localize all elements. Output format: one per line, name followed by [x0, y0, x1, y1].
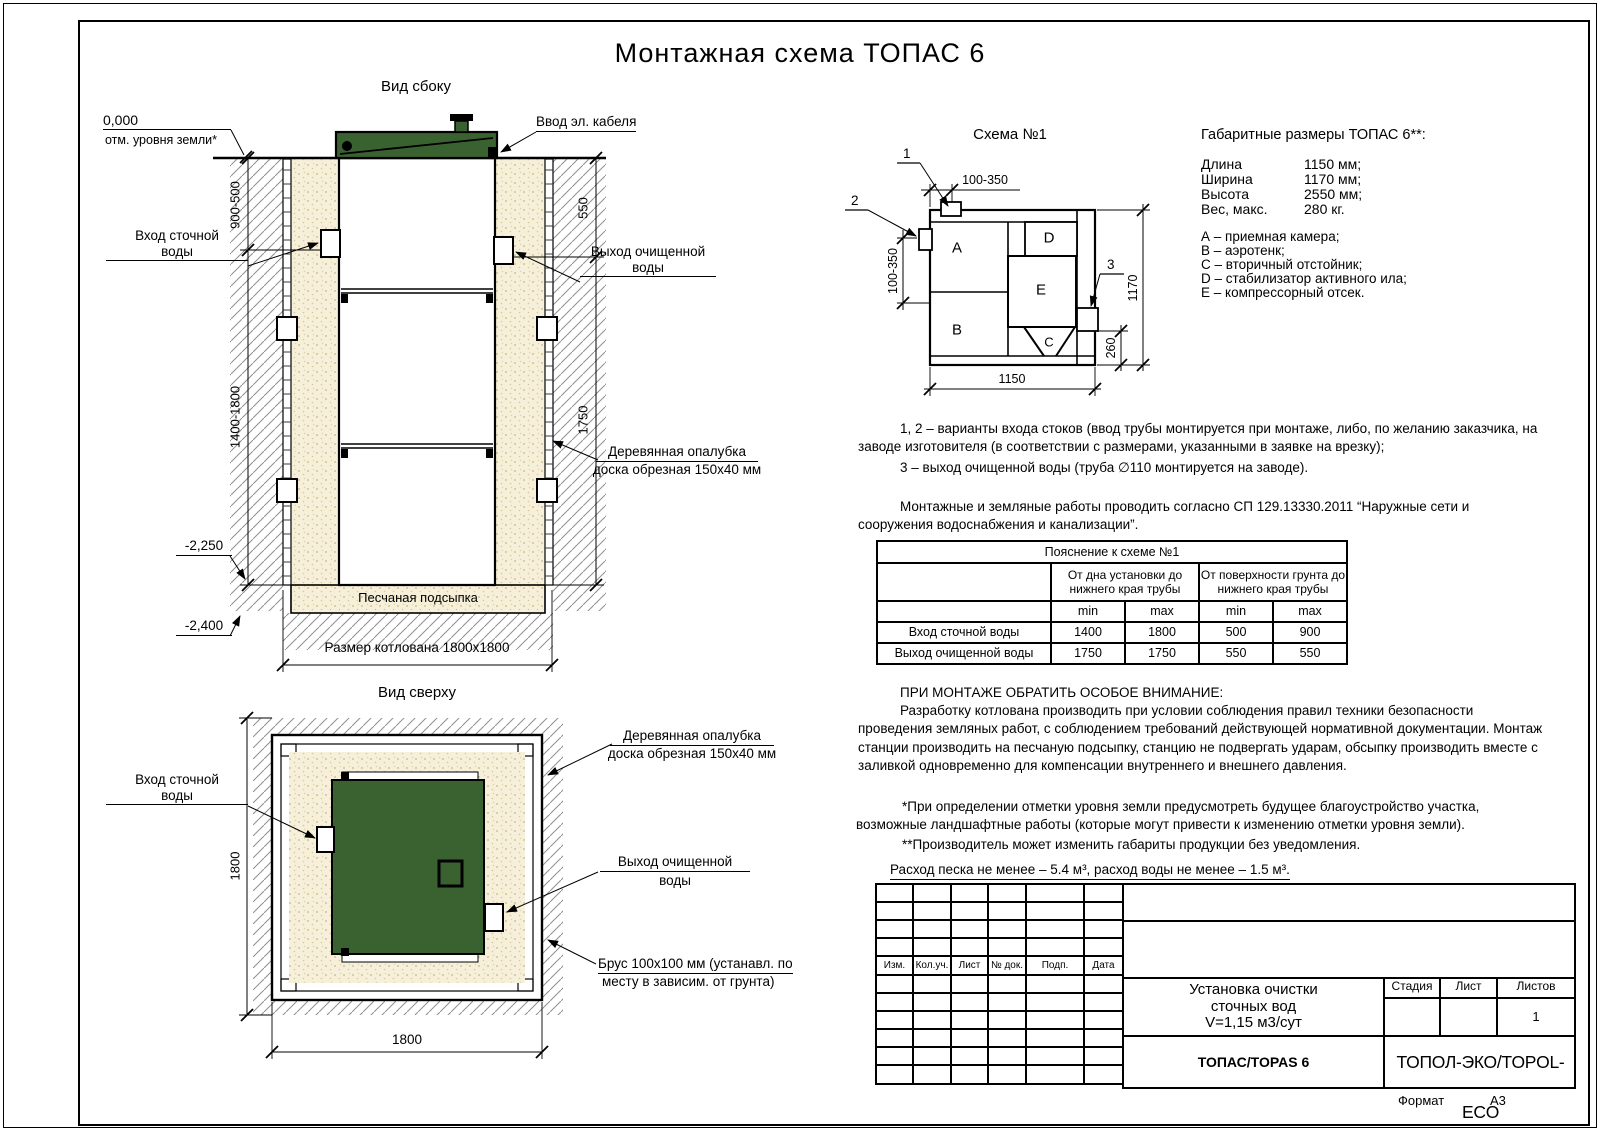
tv-dim-1800-left: 1800 [227, 851, 243, 881]
side-view-linework [213, 114, 606, 672]
sand-bedding-label: Песчаная подсыпка [358, 590, 478, 605]
ground-level-note: отм. уровня земли* [105, 133, 218, 147]
comp-e-label: E [1035, 281, 1047, 299]
table-cell: 550 [1273, 643, 1347, 664]
outlet-label [580, 244, 716, 277]
table-cell: 1750 [1051, 643, 1125, 664]
tb-empty-row [1124, 922, 1574, 979]
level-2250-label: -2,250 [176, 538, 232, 556]
rev-header: Дата [1084, 956, 1123, 975]
rev-header: Подп. [1026, 956, 1084, 975]
tb-sheets-header: Листов [1498, 979, 1574, 999]
tv-inlet-line2: воды [161, 787, 193, 803]
format-label: Формат [1398, 1093, 1445, 1108]
comp-d-label: D [1043, 229, 1055, 247]
level-2400-label: -2,400 [176, 618, 232, 636]
note-inlet-variants: 1, 2 – варианты входа стоков (ввод трубы монтируется при монтаже, либо, по желанию заказчика, на заводе изготовителя (в соответствии с размерами, указанными в заявке на врезку); [858, 421, 1538, 455]
tv-inlet-line1: Вход сточной [135, 772, 219, 787]
table-cell: 1800 [1125, 622, 1199, 643]
schema-dim-outlet: 260 [1103, 337, 1118, 359]
tb-name-line3: V=1,15 м3/сут [1205, 1014, 1302, 1032]
tb-name-line2: сточных вод [1210, 997, 1297, 1015]
tb-sheet-header: Лист [1441, 979, 1498, 999]
format-value: А3 [1490, 1093, 1506, 1108]
schema-dim-right: 1170 [1125, 274, 1140, 302]
table-max-header: max [1125, 601, 1199, 622]
inlet-label-line2: воды [161, 243, 193, 259]
tv-outlet-line1: Выход очищенной [600, 854, 750, 872]
tv-dim-1800-bottom: 1800 [391, 1032, 423, 1047]
spec-label: Вес, макс. [1201, 201, 1268, 217]
tb-stage-header: Стадия [1385, 979, 1441, 999]
attention-heading: ПРИ МОНТАЖЕ ОБРАТИТЬ ОСОБОЕ ВНИМАНИЕ: [900, 685, 1224, 700]
table-empty-cell [877, 601, 1051, 622]
schema-dim-bottom: 1150 [998, 372, 1026, 386]
dim-1400-1800: 1400-1800 [227, 385, 243, 449]
tb-project-name [1124, 979, 1385, 1037]
table-row-label: Выход очищенной воды [877, 643, 1051, 664]
tb-doc-number-row [1124, 885, 1574, 922]
table-max-header: max [1273, 601, 1347, 622]
tv-formwork-line1: Деревянная опалубка [610, 728, 774, 746]
comp-b-label: B [951, 321, 963, 339]
dim-1750: 1750 [575, 405, 591, 435]
spec-label: Ширина [1201, 171, 1253, 187]
spec-value: 1170 мм; [1304, 171, 1362, 187]
schema-dim-top: 100-350 [962, 173, 1008, 187]
formwork-label-line1: Деревянная опалубка [596, 444, 758, 462]
note-sp-standard: Монтажные и земляные работы проводить согласно СП 129.13330.2011 “Наружные сети и сооружения водоснабжения и канализации”. [858, 499, 1470, 533]
tb-sheet-value [1441, 999, 1498, 1037]
table-cell: 1400 [1051, 622, 1125, 643]
schema-callout-1: 1 [903, 146, 911, 161]
tv-inlet-label [106, 772, 248, 805]
schema-callout-3: 3 [1107, 257, 1115, 272]
outlet-label-line1: Выход очищенной [590, 244, 706, 259]
page-title: Монтажная схема ТОПАС 6 [614, 38, 986, 68]
dim-900-500: 900-500 [227, 181, 243, 229]
table-cell: 500 [1199, 622, 1273, 643]
table-cell: 550 [1199, 643, 1273, 664]
note-outlet: 3 – выход очищенной воды (труба ∅110 монтируется на заводе). [900, 460, 1309, 475]
tb-company: ТОПОЛ-ЭКО/TOPOL-ECO [1396, 1052, 1565, 1122]
spec-value: 1150 мм; [1304, 156, 1362, 172]
footnote-land: *При определении отметки уровня земли предусмотреть будущее благоустройство участка, возможные ландшафтные работы (которые могут привести к изменению отметки уровня земли). [856, 799, 1480, 833]
explanation-table [876, 540, 1348, 665]
inlet-label [106, 228, 248, 261]
dim-550: 550 [575, 197, 591, 219]
tb-stage-value [1385, 999, 1441, 1037]
table-row-label: Вход сточной воды [877, 622, 1051, 643]
legend-item: В – аэротенк; [1201, 243, 1285, 258]
attention-body: Разработку котлована производить при условии соблюдения правил техники безопасности проведения земляных работ, с соблюдением требований действующей нормативной документации. Монтаж станции производить на песчаную подсыпку, станцию не подвергать ударам, обсыпку производить вместе с заливкой одновременно для компенсации внутреннего и внешнего давления. [858, 703, 1543, 774]
spec-label: Длина [1201, 156, 1242, 172]
comp-c-label: C [1044, 334, 1054, 350]
legend-item: С – вторичный отстойник; [1201, 257, 1363, 272]
zero-level-label: 0,000 [103, 112, 231, 130]
outlet-label-line2: воды [632, 259, 664, 275]
schema-callout-2: 2 [851, 193, 859, 208]
revision-table [875, 883, 1124, 1085]
legend-item: А – приемная камера; [1201, 229, 1340, 244]
rev-header: Лист [951, 956, 988, 975]
top-view-title: Вид сверху [377, 684, 457, 701]
schema-dim-left: 100-350 [885, 248, 900, 294]
spec-label: Высота [1201, 186, 1250, 202]
tb-name-line1: Установка очистки [1189, 980, 1318, 998]
consumption-note: Расход песка не менее – 5.4 м³, расход воды не менее – 1.5 м³. [890, 862, 1290, 880]
tv-beam-line1: Брус 100х100 мм (устанавл. по [598, 956, 793, 974]
spec-value: 2550 мм; [1304, 186, 1363, 202]
table-corner-cell [877, 563, 1051, 601]
table-cell: 1750 [1125, 643, 1199, 664]
tb-model: ТОПАС/TOPAS 6 [1124, 1037, 1385, 1087]
legend-item: Е – компрессорный отсек. [1201, 285, 1365, 300]
comp-a-label: A [951, 239, 963, 257]
top-view-linework [239, 712, 612, 1059]
tv-outlet-line2: воды [659, 873, 691, 888]
table-cell: 900 [1273, 622, 1347, 643]
spec-value: 280 кг. [1304, 201, 1345, 217]
legend-item: D – стабилизатор активного ила; [1201, 271, 1407, 286]
pit-size-label: Размер котлована 1800х1800 [324, 640, 510, 655]
formwork-label-line2: доска обрезная 150х40 мм [592, 462, 762, 477]
rev-header: Изм. [876, 956, 913, 975]
table-title: Пояснение к схеме №1 [877, 541, 1347, 563]
side-view-title: Вид сбоку [381, 78, 451, 95]
inlet-label-line1: Вход сточной [135, 228, 219, 243]
rev-header: № док. [988, 956, 1026, 975]
tv-formwork-line2: доска обрезная 150х40 мм [607, 746, 777, 761]
table-min-header: min [1051, 601, 1125, 622]
footnote-manufacturer: **Производитель может изменить габариты продукции без уведомления. [902, 837, 1361, 852]
rev-header: Кол.уч. [913, 956, 951, 975]
specs-heading: Габаритные размеры ТОПАС 6**: [1201, 127, 1426, 143]
table-min-header: min [1199, 601, 1273, 622]
schema-title: Схема №1 [973, 126, 1047, 143]
cable-entry-label: Ввод эл. кабеля [536, 114, 636, 132]
table-colgroup-1: От дна установки до нижнего края трубы [1051, 563, 1199, 601]
tv-beam-line2: месту в зависим. от грунта) [602, 974, 775, 989]
table-colgroup-2: От поверхности грунта до нижнего края трубы [1199, 563, 1347, 601]
tb-sheets-value: 1 [1498, 999, 1574, 1037]
